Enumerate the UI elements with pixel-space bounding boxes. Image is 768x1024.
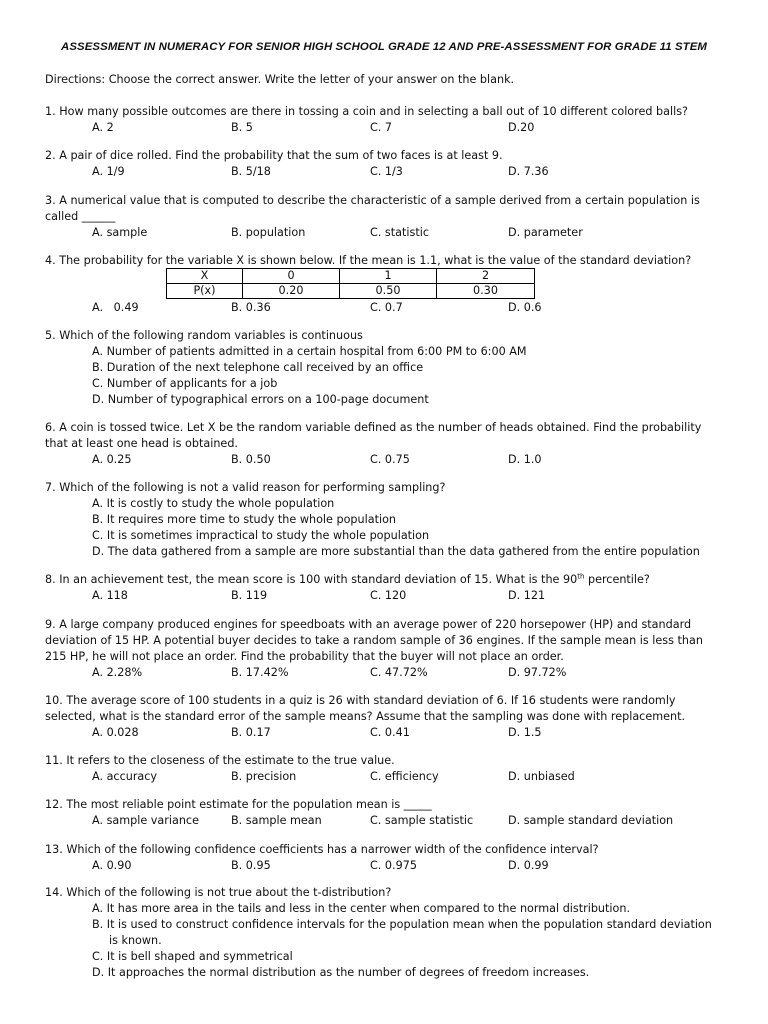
- question-12-options: [45, 813, 723, 829]
- question-4: [45, 253, 723, 317]
- question-3-stem-line2: called ______: [45, 210, 116, 223]
- option-b: B. 5: [231, 121, 253, 134]
- option-a: A. sample: [92, 226, 148, 239]
- question-8-stem-end: percentile?: [584, 573, 650, 586]
- option-b: B. 0.95: [231, 859, 271, 872]
- question-10-stem-line2: selected, what is the standard error of the sample means? Assume that the sampling was done with replacement.: [45, 710, 686, 723]
- option-c: C. 1/3: [370, 165, 403, 178]
- question-3-options: [45, 225, 723, 241]
- option-a: A. 2.28%: [92, 666, 143, 679]
- option-a: A. 0.25: [92, 453, 132, 466]
- probability-table: [166, 268, 535, 299]
- question-3-stem-line1: 3. A numerical value that is computed to describe the characteristic of a sample derived from a certain population is: [45, 194, 700, 207]
- option-b: B. 0.17: [231, 726, 271, 739]
- option-a: A. 2: [92, 121, 114, 134]
- option-d: D. Number of typographical errors on a 100-page document: [92, 393, 429, 406]
- table-cell: 0.50: [340, 284, 437, 299]
- option-a: A. 0.49: [92, 301, 139, 314]
- question-13-stem: 13. Which of the following confidence coefficients has a narrower width of the confidence interval?: [45, 843, 599, 856]
- option-a: A. 1/9: [92, 165, 125, 178]
- directions-text: Directions: Choose the correct answer. Write the letter of your answer on the blank.: [45, 73, 515, 86]
- question-11-stem: 11. It refers to the closeness of the estimate to the true value.: [45, 754, 395, 767]
- question-1-options: [45, 120, 723, 136]
- option-b: B. precision: [231, 770, 297, 783]
- question-1: [45, 104, 723, 136]
- option-b: B. sample mean: [231, 814, 322, 827]
- option-d: D. parameter: [508, 226, 583, 239]
- option-a: A. 0.90: [92, 859, 132, 872]
- table-row: [167, 269, 535, 284]
- option-b: B. 119: [231, 589, 268, 602]
- table-cell: 0.20: [243, 284, 340, 299]
- question-10-stem-line1: 10. The average score of 100 students in a quiz is 26 with standard deviation of 6. If 16 students were randomly: [45, 694, 676, 707]
- option-c: C. 0.41: [370, 726, 410, 739]
- question-11-options: [45, 769, 723, 785]
- question-1-stem: 1. How many possible outcomes are there in tossing a coin and in selecting a ball out of 10 different colored balls?: [45, 105, 688, 118]
- table-cell: 2: [437, 269, 535, 284]
- option-b: B. It is used to construct confidence intervals for the population mean when the population standard deviation: [92, 918, 712, 931]
- question-3: [45, 193, 723, 241]
- option-c: C. efficiency: [370, 770, 439, 783]
- option-b: B. 17.42%: [231, 666, 289, 679]
- question-6: [45, 420, 723, 468]
- question-12-stem: 12. The most reliable point estimate for the population mean is _____: [45, 798, 432, 811]
- ordinal-suffix: th: [577, 572, 585, 581]
- question-5: [45, 328, 723, 408]
- question-5-stem: 5. Which of the following random variables is continuous: [45, 329, 363, 342]
- option-b: B. 0.50: [231, 453, 271, 466]
- option-d: D. 0.6: [508, 301, 542, 314]
- option-b-continuation: is known.: [109, 934, 162, 947]
- question-10: [45, 693, 723, 741]
- question-2: [45, 148, 723, 180]
- table-cell: X: [167, 269, 243, 284]
- option-b: B. 0.36: [231, 301, 271, 314]
- option-d: D.20: [508, 121, 535, 134]
- option-c: C. 47.72%: [370, 666, 428, 679]
- option-d: D. 121: [508, 589, 546, 602]
- option-d: D. 1.0: [508, 453, 542, 466]
- option-a: A. 118: [92, 589, 128, 602]
- option-a: A. It has more area in the tails and less in the center when compared to the normal distribution.: [92, 902, 631, 915]
- question-6-stem-line1: 6. A coin is tossed twice. Let X be the random variable defined as the number of heads obtained. Find the probability: [45, 421, 702, 434]
- table-cell: 0: [243, 269, 340, 284]
- option-c: C. 7: [370, 121, 393, 134]
- option-c: C. Number of applicants for a job: [92, 377, 278, 390]
- table-cell: P(x): [167, 284, 243, 299]
- question-8-stem: [45, 572, 723, 588]
- option-d: D. 97.72%: [508, 666, 567, 679]
- question-4-stem: 4. The probability for the variable X is shown below. If the mean is 1.1, what is the value of the standard deviation?: [45, 254, 692, 267]
- question-13-options: [45, 858, 723, 874]
- option-c: C. It is bell shaped and symmetrical: [92, 950, 293, 963]
- table-cell: 1: [340, 269, 437, 284]
- question-2-options: [45, 164, 723, 180]
- option-b: B. Duration of the next telephone call received by an office: [92, 361, 424, 374]
- option-c: C. 0.7: [370, 301, 403, 314]
- question-7: [45, 480, 723, 560]
- question-11: [45, 753, 723, 785]
- option-d: D. unbiased: [508, 770, 575, 783]
- option-d: D. 0.99: [508, 859, 549, 872]
- question-9-options: [45, 665, 723, 681]
- option-a: A. It is costly to study the whole population: [92, 497, 335, 510]
- option-c: C. 0.975: [370, 859, 417, 872]
- option-c: C. 120: [370, 589, 407, 602]
- option-d: D. 7.36: [508, 165, 549, 178]
- document-title: ASSESSMENT IN NUMERACY FOR SENIOR HIGH SCHOOL GRADE 12 AND PRE-ASSESSMENT FOR GRADE 11 STEM: [61, 41, 707, 53]
- question-9: [45, 617, 723, 681]
- question-6-stem-line2: that at least one head is obtained.: [45, 437, 238, 450]
- question-13: [45, 842, 723, 874]
- question-14: [45, 885, 723, 981]
- option-b: B. It requires more time to study the whole population: [92, 513, 397, 526]
- question-8-stem-text: 8. In an achievement test, the mean score is 100 with standard deviation of 15. What is the 90: [45, 573, 578, 586]
- option-a: A. Number of patients admitted in a certain hospital from 6:00 PM to 6:00 AM: [92, 345, 527, 358]
- question-9-stem-line2: deviation of 15 HP. A potential buyer decides to take a random sample of 36 engines. If the sample mean is less than: [45, 634, 703, 647]
- table-cell: 0.30: [437, 284, 535, 299]
- option-c: C. 0.75: [370, 453, 410, 466]
- option-c: C. It is sometimes impractical to study the whole population: [92, 529, 430, 542]
- question-8: [45, 572, 723, 604]
- table-row: [167, 284, 535, 299]
- question-12: [45, 797, 723, 829]
- option-d: D. 1.5: [508, 726, 542, 739]
- option-a: A. 0.028: [92, 726, 139, 739]
- option-b: B. 5/18: [231, 165, 271, 178]
- option-b: B. population: [231, 226, 306, 239]
- question-14-stem: 14. Which of the following is not true about the t-distribution?: [45, 886, 392, 899]
- question-8-options: [45, 588, 723, 604]
- option-c: C. sample statistic: [370, 814, 474, 827]
- option-a: A. accuracy: [92, 770, 158, 783]
- option-d: D. sample standard deviation: [508, 814, 674, 827]
- question-7-stem: 7. Which of the following is not a valid reason for performing sampling?: [45, 481, 446, 494]
- question-2-stem: 2. A pair of dice rolled. Find the probability that the sum of two faces is at least 9.: [45, 149, 503, 162]
- option-d: D. It approaches the normal distribution as the number of degrees of freedom increases.: [92, 966, 590, 979]
- question-4-options: [45, 300, 723, 316]
- question-9-stem-line1: 9. A large company produced engines for speedboats with an average power of 220 horsepower (HP) and standard: [45, 618, 692, 631]
- question-10-options: [45, 725, 723, 741]
- option-d: D. The data gathered from a sample are more substantial than the data gathered from the entire population: [92, 545, 700, 558]
- question-6-options: [45, 452, 723, 468]
- option-c: C. statistic: [370, 226, 429, 239]
- option-a: A. sample variance: [92, 814, 199, 827]
- question-9-stem-line3: 215 HP, he will not place an order. Find the probability that the buyer will not place an order.: [45, 650, 564, 663]
